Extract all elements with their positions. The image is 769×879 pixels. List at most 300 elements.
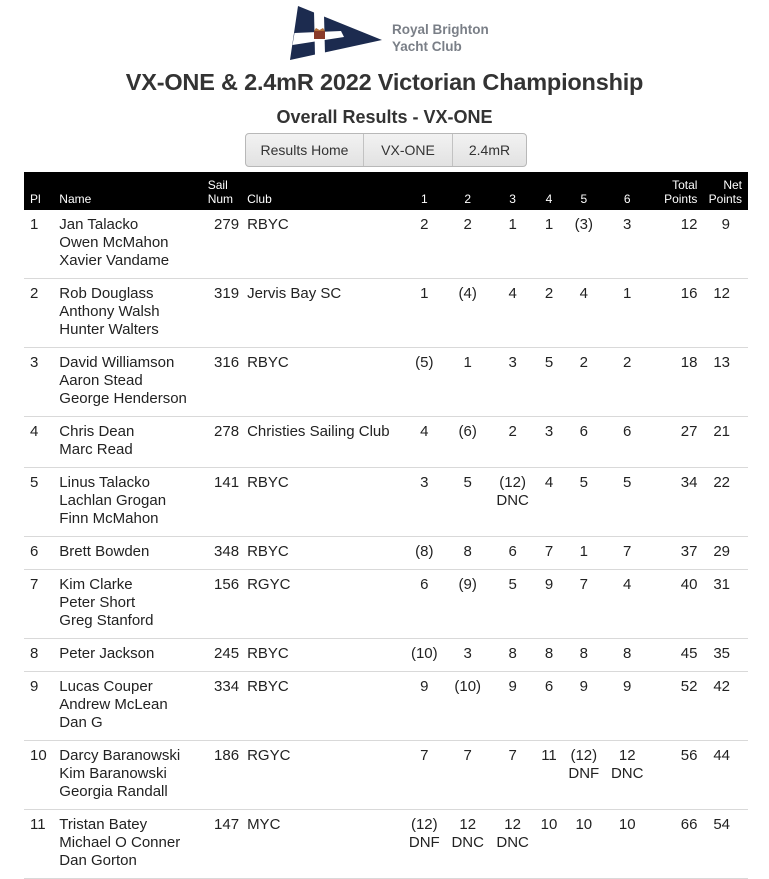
crew-name: George Henderson <box>59 390 187 407</box>
table-row <box>24 348 748 417</box>
total-points: 16 <box>680 285 698 302</box>
logo-text-line2: Yacht Club <box>392 39 462 54</box>
club: RGYC <box>247 747 291 764</box>
race-1-score <box>403 417 446 468</box>
race-5-score <box>562 210 605 279</box>
net-points: 22 <box>713 474 730 491</box>
race-2-score <box>446 210 489 279</box>
score-line: 7 <box>544 543 554 560</box>
net-points-cell <box>701 672 748 741</box>
race-6-score <box>606 570 649 639</box>
race-2-score <box>446 279 489 348</box>
sail-number: 245 <box>214 645 240 662</box>
race-3-score <box>489 279 535 348</box>
race-2-score <box>446 570 489 639</box>
score-line: 5 <box>623 474 632 491</box>
crew-name: Kim Clarke <box>59 576 133 593</box>
race-5-score <box>562 537 605 570</box>
race-6-score <box>606 468 649 537</box>
race-1-score <box>403 639 446 672</box>
place-cell <box>24 348 56 417</box>
club-cell <box>241 639 403 672</box>
score-line: 6 <box>623 423 632 440</box>
header-race-4: 4 <box>545 192 553 206</box>
crew-name: Xavier Vandame <box>59 252 170 269</box>
header-net-points: Net Points <box>708 178 742 206</box>
sail-number: 279 <box>214 216 240 233</box>
score-line: 7 <box>508 747 517 764</box>
sail-num-cell <box>205 417 241 468</box>
score-line: 4 <box>579 285 588 302</box>
crew-name: Dan Gorton <box>59 852 137 869</box>
crew-name: Tristan Batey <box>59 816 148 833</box>
total-points: 37 <box>680 543 698 560</box>
score-line: DNF <box>568 765 600 782</box>
page-subtitle: Overall Results - VX-ONE <box>276 107 493 127</box>
net-points: 13 <box>713 354 730 371</box>
place-cell <box>24 417 56 468</box>
crew-name: Andrew McLean <box>59 696 168 713</box>
net-points: 54 <box>713 816 730 833</box>
club-cell <box>241 279 403 348</box>
results-table <box>24 172 748 879</box>
race-4-score <box>536 537 562 570</box>
header-race-1: 1 <box>420 192 428 206</box>
score-line: (4) <box>458 285 477 302</box>
race-6-score <box>606 417 649 468</box>
score-line: 1 <box>544 216 554 233</box>
score-line: 3 <box>463 645 472 662</box>
score-line: 6 <box>544 678 554 695</box>
sail-num-cell <box>205 468 241 537</box>
score-line: 2 <box>623 354 632 371</box>
results-home-button[interactable]: Results Home <box>246 134 364 166</box>
place-cell <box>24 468 56 537</box>
race-1-score <box>403 348 446 417</box>
sail-number: 186 <box>214 747 240 764</box>
score-line: (9) <box>458 576 477 593</box>
place: 5 <box>30 474 39 491</box>
club-cell <box>241 741 403 810</box>
table-row <box>24 537 748 570</box>
race-6-score <box>606 537 649 570</box>
score-line: 4 <box>420 423 429 440</box>
crew-name: Aaron Stead <box>59 372 143 389</box>
score-line: 6 <box>420 576 429 593</box>
race-5-score <box>562 672 605 741</box>
header-name: Name <box>59 192 92 206</box>
race-3-score <box>489 537 535 570</box>
club-cell <box>241 810 403 879</box>
sail-num-cell <box>205 348 241 417</box>
sail-number: 334 <box>214 678 240 695</box>
total-points-cell <box>649 672 702 741</box>
score-line: 4 <box>508 285 517 302</box>
place: 3 <box>30 354 39 371</box>
place-cell <box>24 537 56 570</box>
score-line: 2 <box>579 354 588 371</box>
race-2-score <box>446 348 489 417</box>
club-cell <box>241 468 403 537</box>
net-points-cell <box>701 570 748 639</box>
sail-num-cell <box>205 210 241 279</box>
race-1-score <box>403 279 446 348</box>
total-points: 18 <box>680 354 698 371</box>
table-header-row <box>24 172 748 210</box>
score-line: 7 <box>623 543 632 560</box>
score-line: 12 <box>504 816 521 833</box>
place-cell <box>24 570 56 639</box>
net-points: 21 <box>713 423 730 440</box>
sail-num-cell <box>205 639 241 672</box>
place: 8 <box>30 645 39 662</box>
race-1-score <box>403 570 446 639</box>
place: 7 <box>30 576 39 593</box>
club-cell <box>241 210 403 279</box>
score-line: 8 <box>544 645 554 662</box>
race-6-score <box>606 672 649 741</box>
total-points: 52 <box>680 678 698 695</box>
crew-name: Linus Talacko <box>59 474 150 491</box>
score-line: 6 <box>579 423 588 440</box>
crew-name: Georgia Randall <box>59 783 168 800</box>
place: 2 <box>30 285 39 302</box>
score-line: (10) <box>454 678 482 695</box>
table-row <box>24 741 748 810</box>
net-points-cell <box>701 279 748 348</box>
score-line: 9 <box>508 678 517 695</box>
club-logo <box>286 4 496 62</box>
total-points: 27 <box>680 423 698 440</box>
vx-one-button[interactable]: VX-ONE <box>364 134 453 166</box>
race-3-score <box>489 639 535 672</box>
net-points-cell <box>701 348 748 417</box>
sail-num-cell <box>205 279 241 348</box>
name-cell <box>56 537 204 570</box>
race-1-score <box>403 672 446 741</box>
total-points: 56 <box>680 747 698 764</box>
race-6-score <box>606 210 649 279</box>
results-body <box>24 210 748 879</box>
score-line: 9 <box>544 576 554 593</box>
club: RGYC <box>247 576 291 593</box>
club: RBYC <box>247 354 289 371</box>
total-points-cell <box>649 810 702 879</box>
total-points-cell <box>649 639 702 672</box>
net-points: 44 <box>713 747 730 764</box>
crew-name: Dan G <box>59 714 103 731</box>
score-line: (5) <box>415 354 434 371</box>
table-row <box>24 468 748 537</box>
name-cell <box>56 210 204 279</box>
crew-name: Michael O Conner <box>59 834 181 851</box>
race-2-score <box>446 417 489 468</box>
name-cell <box>56 417 204 468</box>
score-line: 7 <box>463 747 472 764</box>
sail-num-cell <box>205 570 241 639</box>
score-line: 12 <box>618 747 636 764</box>
net-points: 35 <box>713 645 730 662</box>
club: RBYC <box>247 678 289 695</box>
place: 10 <box>30 747 47 764</box>
crew-name: Lachlan Grogan <box>59 492 167 509</box>
race-2-score <box>446 537 489 570</box>
club: RBYC <box>247 216 289 233</box>
header-race-6: 6 <box>623 192 631 206</box>
race-6-score <box>606 810 649 879</box>
score-line: 1 <box>463 354 472 371</box>
score-line: (8) <box>415 543 434 560</box>
race-2-score <box>446 810 489 879</box>
header-race-2: 2 <box>464 192 472 206</box>
race-4-score <box>536 570 562 639</box>
crew-name: Marc Read <box>59 441 133 458</box>
club: Jervis Bay SC <box>247 285 342 302</box>
score-line: 5 <box>463 474 472 491</box>
race-4-score <box>536 210 562 279</box>
score-line: 3 <box>420 474 429 491</box>
score-line: (12) <box>410 816 438 833</box>
score-line: 8 <box>579 645 588 662</box>
total-points-cell <box>649 570 702 639</box>
score-line: 3 <box>623 216 632 233</box>
sail-num-cell <box>205 810 241 879</box>
table-row <box>24 279 748 348</box>
burgee-flag-icon <box>286 4 386 62</box>
results-nav <box>245 133 527 167</box>
sail-num-cell <box>205 537 241 570</box>
score-line: DNC <box>496 492 529 509</box>
race-3-score <box>489 468 535 537</box>
crew-name: Hunter Walters <box>59 321 159 338</box>
race-3-score <box>489 741 535 810</box>
race-2-score <box>446 741 489 810</box>
crew-name: Peter Short <box>59 594 136 611</box>
score-line: (6) <box>458 423 477 440</box>
club-cell <box>241 348 403 417</box>
place-cell <box>24 741 56 810</box>
score-line: 8 <box>463 543 472 560</box>
name-cell <box>56 468 204 537</box>
score-line: 10 <box>540 816 558 833</box>
score-line: 9 <box>579 678 588 695</box>
net-points: 9 <box>721 216 730 233</box>
place-cell <box>24 810 56 879</box>
race-4-score <box>536 810 562 879</box>
total-points-cell <box>649 279 702 348</box>
club-cell <box>241 672 403 741</box>
score-line: DNF <box>408 834 440 851</box>
score-line: 4 <box>623 576 632 593</box>
score-line: 10 <box>618 816 636 833</box>
race-3-score <box>489 672 535 741</box>
header-race-5: 5 <box>580 192 588 206</box>
total-points: 45 <box>680 645 698 662</box>
score-line: (12) <box>570 747 598 764</box>
total-points-cell <box>649 741 702 810</box>
race-3-score <box>489 348 535 417</box>
name-cell <box>56 639 204 672</box>
score-line: 7 <box>420 747 429 764</box>
race-6-score <box>606 741 649 810</box>
table-row <box>24 570 748 639</box>
race-4-score <box>536 468 562 537</box>
header-race-3: 3 <box>509 192 516 206</box>
crew-name: Chris Dean <box>59 423 135 440</box>
score-line: 12 <box>459 816 477 833</box>
score-line: (3) <box>574 216 593 233</box>
crew-name: Owen McMahon <box>59 234 169 251</box>
race-6-score <box>606 639 649 672</box>
place: 6 <box>30 543 39 560</box>
crew-name: David Williamson <box>59 354 175 371</box>
table-row <box>24 639 748 672</box>
crew-name: Peter Jackson <box>59 645 155 662</box>
place: 11 <box>30 816 46 833</box>
crew-name: Darcy Baranowski <box>59 747 181 764</box>
race-1-score <box>403 810 446 879</box>
total-points: 66 <box>680 816 698 833</box>
sail-number: 319 <box>214 285 240 302</box>
score-line: 2 <box>508 423 517 440</box>
name-cell <box>56 348 204 417</box>
score-line: 5 <box>508 576 517 593</box>
crew-name: Jan Talacko <box>59 216 139 233</box>
race-1-score <box>403 210 446 279</box>
race-1-score <box>403 468 446 537</box>
score-line: 1 <box>579 543 588 560</box>
sail-number: 156 <box>214 576 240 593</box>
place-cell <box>24 639 56 672</box>
score-line: 5 <box>544 354 554 371</box>
score-line: 2 <box>463 216 472 233</box>
race-4-score <box>536 672 562 741</box>
header-total-points: Total Points <box>664 178 698 206</box>
net-points: 29 <box>713 543 730 560</box>
club-cell <box>241 570 403 639</box>
total-points-cell <box>649 348 702 417</box>
header-sail-num: Sail Num <box>207 178 234 206</box>
name-cell <box>56 570 204 639</box>
sail-number: 316 <box>214 354 240 371</box>
net-points-cell <box>701 537 748 570</box>
club: Christies Sailing Club <box>247 423 390 440</box>
race-5-score <box>562 279 605 348</box>
race-3-score <box>489 210 535 279</box>
club: RBYC <box>247 474 289 491</box>
table-row <box>24 810 748 879</box>
race-5-score <box>562 348 605 417</box>
race-3-score <box>489 810 535 879</box>
race-6-score <box>606 348 649 417</box>
total-points-cell <box>649 210 702 279</box>
score-line: 4 <box>544 474 554 491</box>
net-points-cell <box>701 210 748 279</box>
crew-name: Brett Bowden <box>59 543 150 560</box>
place-cell <box>24 672 56 741</box>
sail-num-cell <box>205 741 241 810</box>
score-line: DNC <box>496 834 529 851</box>
name-cell <box>56 741 204 810</box>
crew-name: Lucas Couper <box>59 678 153 695</box>
table-row <box>24 417 748 468</box>
score-line: 3 <box>544 423 554 440</box>
place: 4 <box>30 423 39 440</box>
score-line: 11 <box>541 747 557 764</box>
race-2-score <box>446 672 489 741</box>
crew-name: Anthony Walsh <box>59 303 160 320</box>
score-line: 1 <box>420 285 429 302</box>
name-cell <box>56 279 204 348</box>
race-5-score <box>562 570 605 639</box>
net-points-cell <box>701 468 748 537</box>
score-line: 6 <box>508 543 517 560</box>
race-3-score <box>489 570 535 639</box>
logo-text-line1: Royal Brighton <box>392 22 489 37</box>
2-4mr-button[interactable]: 2.4mR <box>468 142 511 158</box>
score-line: 1 <box>508 216 517 233</box>
sail-number: 278 <box>214 423 240 440</box>
race-4-score <box>536 741 562 810</box>
sail-number: 147 <box>214 816 240 833</box>
crew-name: Kim Baranowski <box>59 765 167 782</box>
race-3-score <box>489 417 535 468</box>
score-line: 7 <box>579 576 588 593</box>
race-5-score <box>562 417 605 468</box>
sail-number: 348 <box>214 543 240 560</box>
race-5-score <box>562 639 605 672</box>
name-cell <box>56 810 204 879</box>
header-club: Club <box>247 192 272 206</box>
sail-number: 141 <box>214 474 240 491</box>
name-cell <box>56 672 204 741</box>
total-points: 34 <box>680 474 698 491</box>
score-line: 10 <box>575 816 593 833</box>
page-title: VX-ONE & 2.4mR 2022 Victorian Championship <box>125 69 644 95</box>
score-line: DNC <box>451 834 484 851</box>
crew-name: Greg Stanford <box>59 612 154 629</box>
race-2-score <box>446 639 489 672</box>
score-line: 5 <box>579 474 588 491</box>
score-line: 9 <box>623 678 632 695</box>
total-points-cell <box>649 537 702 570</box>
sail-num-cell <box>205 672 241 741</box>
score-line: DNC <box>610 765 644 782</box>
header-place: Pl <box>30 192 41 206</box>
club: RBYC <box>247 543 289 560</box>
net-points: 31 <box>713 576 730 593</box>
table-row <box>24 672 748 741</box>
score-line: 8 <box>623 645 632 662</box>
club: RBYC <box>247 645 289 662</box>
score-line: 3 <box>508 354 517 371</box>
race-4-score <box>536 348 562 417</box>
net-points: 42 <box>713 678 730 695</box>
race-4-score <box>536 279 562 348</box>
race-4-score <box>536 639 562 672</box>
score-line: 9 <box>420 678 429 695</box>
table-row <box>24 210 748 279</box>
race-1-score <box>403 741 446 810</box>
net-points-cell <box>701 417 748 468</box>
total-points-cell <box>649 468 702 537</box>
place: 9 <box>30 678 39 695</box>
total-points: 12 <box>680 216 698 233</box>
race-1-score <box>403 537 446 570</box>
score-line: (10) <box>410 645 438 662</box>
net-points: 12 <box>713 285 730 302</box>
place-cell <box>24 210 56 279</box>
